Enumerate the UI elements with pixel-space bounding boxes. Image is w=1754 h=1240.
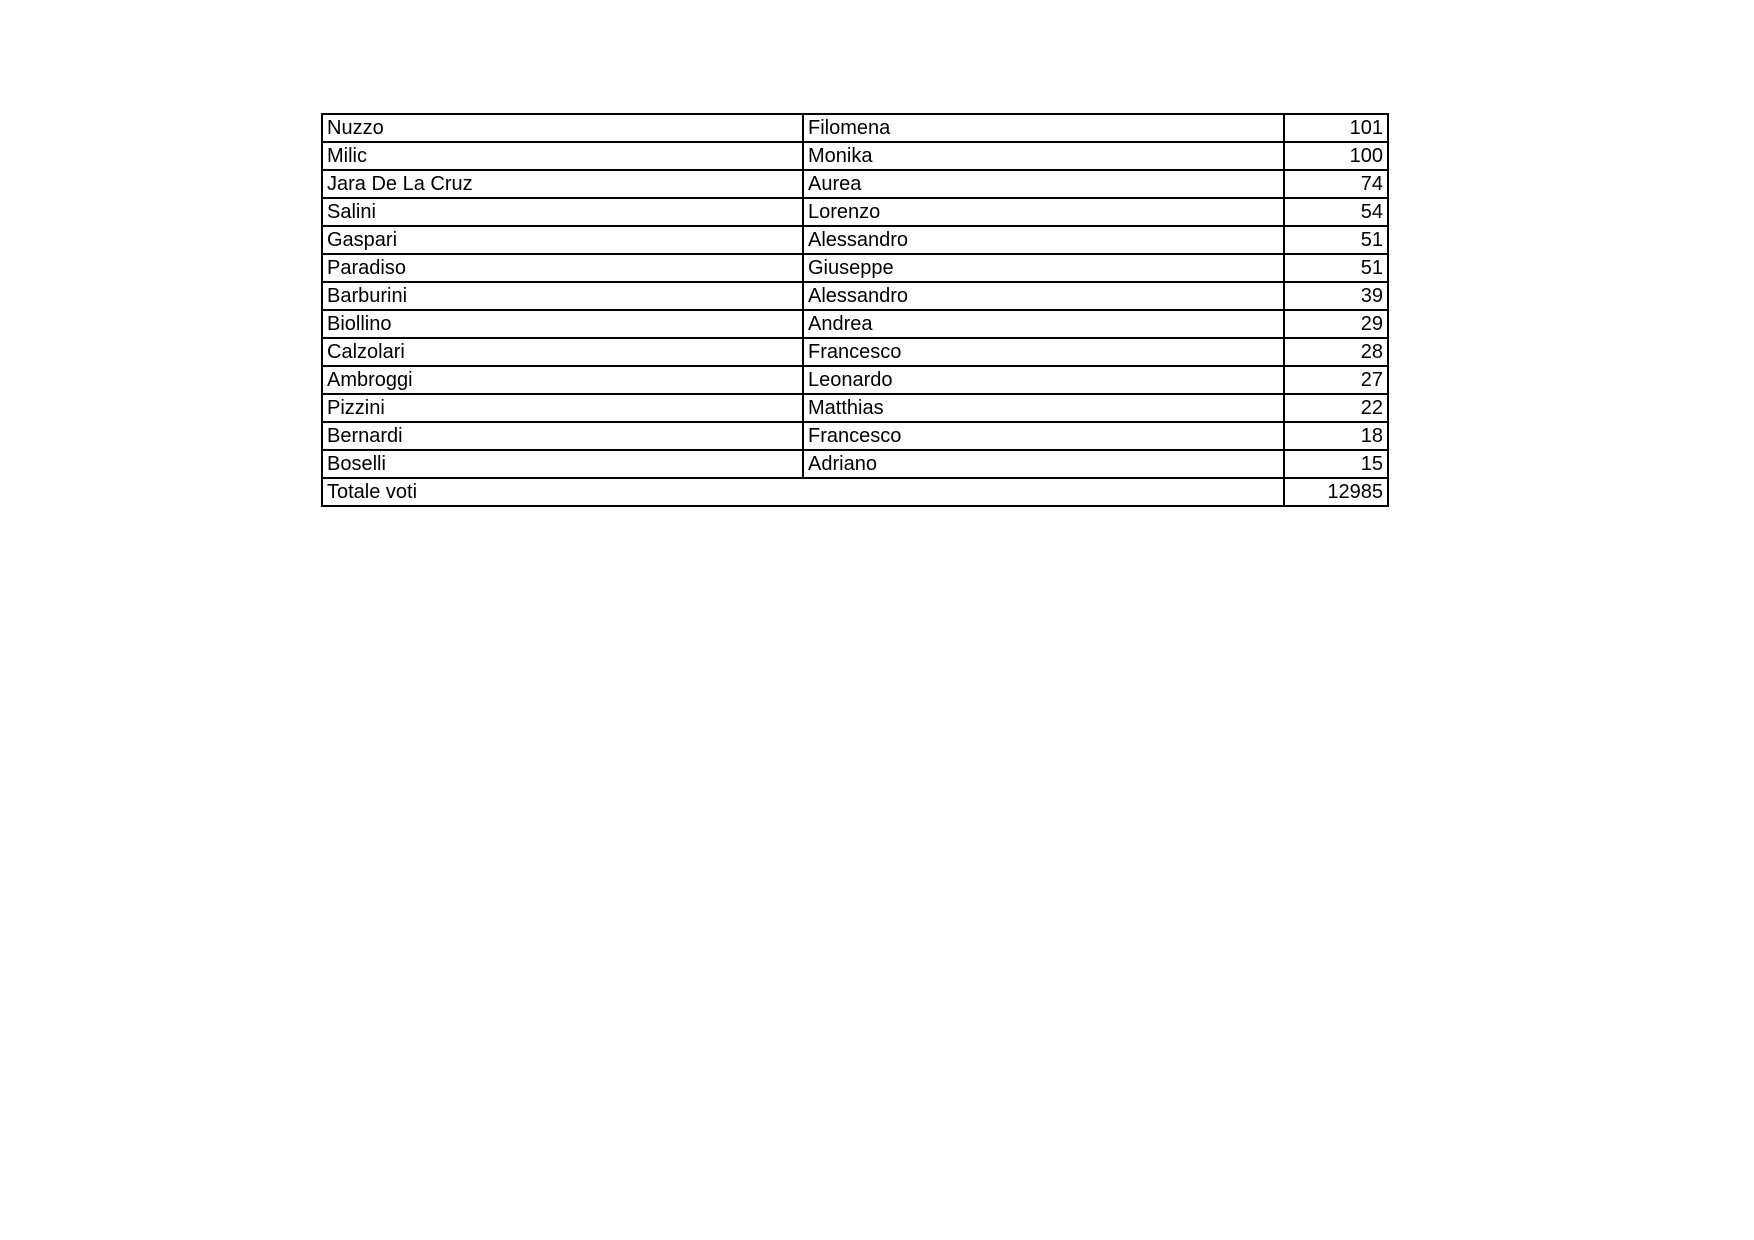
first-name-cell: Adriano — [803, 450, 1284, 478]
votes-table-body — [322, 114, 1388, 506]
last-name-cell: Bernardi — [322, 422, 803, 450]
votes-cell: 27 — [1284, 366, 1388, 394]
first-name-cell: Francesco — [803, 422, 1284, 450]
table-row — [322, 226, 1388, 254]
votes-cell: 29 — [1284, 310, 1388, 338]
votes-cell: 39 — [1284, 282, 1388, 310]
votes-cell: 28 — [1284, 338, 1388, 366]
first-name-cell: Francesco — [803, 338, 1284, 366]
votes-table — [321, 113, 1389, 507]
table-row — [322, 114, 1388, 142]
table-row — [322, 310, 1388, 338]
votes-cell: 51 — [1284, 226, 1388, 254]
first-name-cell: Alessandro — [803, 226, 1284, 254]
last-name-cell: Barburini — [322, 282, 803, 310]
table-row — [322, 394, 1388, 422]
votes-cell: 18 — [1284, 422, 1388, 450]
table-row — [322, 142, 1388, 170]
last-name-cell: Nuzzo — [322, 114, 803, 142]
total-label-cell: Totale voti — [322, 478, 1284, 506]
table-row — [322, 282, 1388, 310]
total-row — [322, 478, 1388, 506]
table-row — [322, 366, 1388, 394]
table-row — [322, 450, 1388, 478]
votes-cell: 101 — [1284, 114, 1388, 142]
first-name-cell: Monika — [803, 142, 1284, 170]
first-name-cell: Leonardo — [803, 366, 1284, 394]
last-name-cell: Biollino — [322, 310, 803, 338]
last-name-cell: Pizzini — [322, 394, 803, 422]
last-name-cell: Calzolari — [322, 338, 803, 366]
first-name-cell: Matthias — [803, 394, 1284, 422]
first-name-cell: Alessandro — [803, 282, 1284, 310]
table-row — [322, 198, 1388, 226]
votes-cell: 15 — [1284, 450, 1388, 478]
spreadsheet-page — [321, 113, 1389, 507]
last-name-cell: Ambroggi — [322, 366, 803, 394]
last-name-cell: Salini — [322, 198, 803, 226]
table-row — [322, 422, 1388, 450]
last-name-cell: Gaspari — [322, 226, 803, 254]
last-name-cell: Jara De La Cruz — [322, 170, 803, 198]
first-name-cell: Aurea — [803, 170, 1284, 198]
votes-cell: 100 — [1284, 142, 1388, 170]
last-name-cell: Paradiso — [322, 254, 803, 282]
first-name-cell: Lorenzo — [803, 198, 1284, 226]
votes-cell: 22 — [1284, 394, 1388, 422]
last-name-cell: Milic — [322, 142, 803, 170]
table-row — [322, 170, 1388, 198]
votes-cell: 54 — [1284, 198, 1388, 226]
votes-cell: 74 — [1284, 170, 1388, 198]
first-name-cell: Filomena — [803, 114, 1284, 142]
table-row — [322, 254, 1388, 282]
first-name-cell: Giuseppe — [803, 254, 1284, 282]
table-row — [322, 338, 1388, 366]
total-votes-cell: 12985 — [1284, 478, 1388, 506]
votes-cell: 51 — [1284, 254, 1388, 282]
last-name-cell: Boselli — [322, 450, 803, 478]
first-name-cell: Andrea — [803, 310, 1284, 338]
